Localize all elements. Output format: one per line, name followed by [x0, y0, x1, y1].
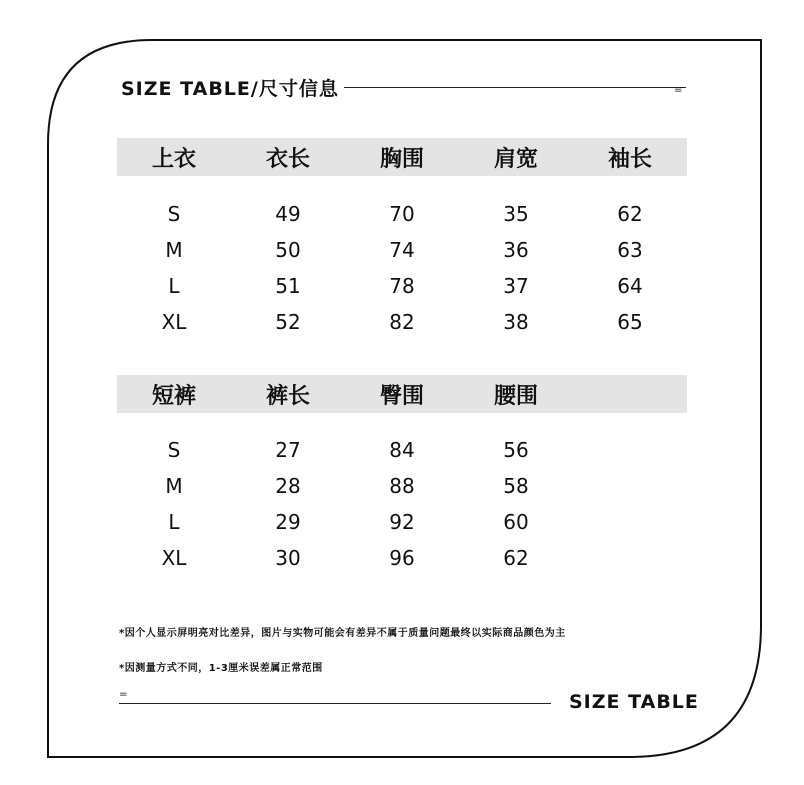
decor-mark-top: = [674, 85, 683, 96]
size-table-title: SIZE TABLE/尺寸信息 [121, 78, 339, 100]
table-cell: 35 [503, 202, 529, 226]
table-cell: 88 [389, 474, 415, 498]
table-cell: 29 [275, 510, 301, 534]
decor-mark-bottom: = [119, 689, 128, 700]
bottom-header-cell: 短裤 [151, 382, 196, 409]
table-cell: 92 [389, 510, 415, 534]
top-header-cell: 肩宽 [493, 145, 538, 172]
table-cell: 58 [503, 474, 529, 498]
color-disclaimer-note: *因个人显示屏明亮对比差异，图片与实物可能会有差异不属于质量问题最终以实际商品颜色为主 [119, 628, 566, 639]
table-cell: 38 [503, 310, 529, 334]
table-cell: 84 [389, 438, 415, 462]
bottom-header-cell: 裤长 [265, 382, 310, 409]
top-header-cell: 袖长 [607, 145, 652, 172]
size-table-footer-title: SIZE TABLE [569, 691, 699, 713]
table-cell: 51 [275, 274, 301, 298]
table-cell: 56 [503, 438, 529, 462]
top-header-cell: 上衣 [151, 145, 196, 172]
table-cell: S [167, 202, 181, 226]
table-cell: L [168, 274, 180, 298]
table-cell: 30 [275, 546, 301, 570]
table-cell: 96 [389, 546, 415, 570]
table-cell: 60 [503, 510, 529, 534]
table-cell: 49 [275, 202, 301, 226]
bottom-table-header [117, 375, 687, 413]
table-cell: 64 [617, 274, 643, 298]
table-cell: 65 [617, 310, 643, 334]
table-cell: L [168, 510, 180, 534]
table-cell: 78 [389, 274, 415, 298]
table-cell: S [167, 438, 181, 462]
table-cell: M [165, 474, 183, 498]
table-cell: 52 [275, 310, 301, 334]
top-header-cell: 衣长 [265, 145, 310, 172]
table-cell: 36 [503, 238, 529, 262]
footer-rule [119, 703, 551, 704]
bottom-header-cell: 臀围 [379, 382, 424, 409]
table-cell: 37 [503, 274, 529, 298]
bottom-header-cell: 腰围 [493, 382, 538, 409]
top-table-header [117, 138, 687, 176]
table-cell: XL [161, 546, 187, 570]
top-header-cell: 胸围 [379, 145, 424, 172]
table-cell: 70 [389, 202, 415, 226]
table-cell: 27 [275, 438, 301, 462]
table-cell: 62 [617, 202, 643, 226]
table-cell: XL [161, 310, 187, 334]
table-cell: 63 [617, 238, 643, 262]
title-rule [344, 87, 686, 88]
table-cell: 62 [503, 546, 529, 570]
table-cell: M [165, 238, 183, 262]
table-cell: 28 [275, 474, 301, 498]
measurement-disclaimer-note: *因测量方式不同，1-3厘米误差属正常范围 [119, 663, 323, 674]
table-cell: 50 [275, 238, 301, 262]
table-cell: 74 [389, 238, 415, 262]
table-cell: 82 [389, 310, 415, 334]
